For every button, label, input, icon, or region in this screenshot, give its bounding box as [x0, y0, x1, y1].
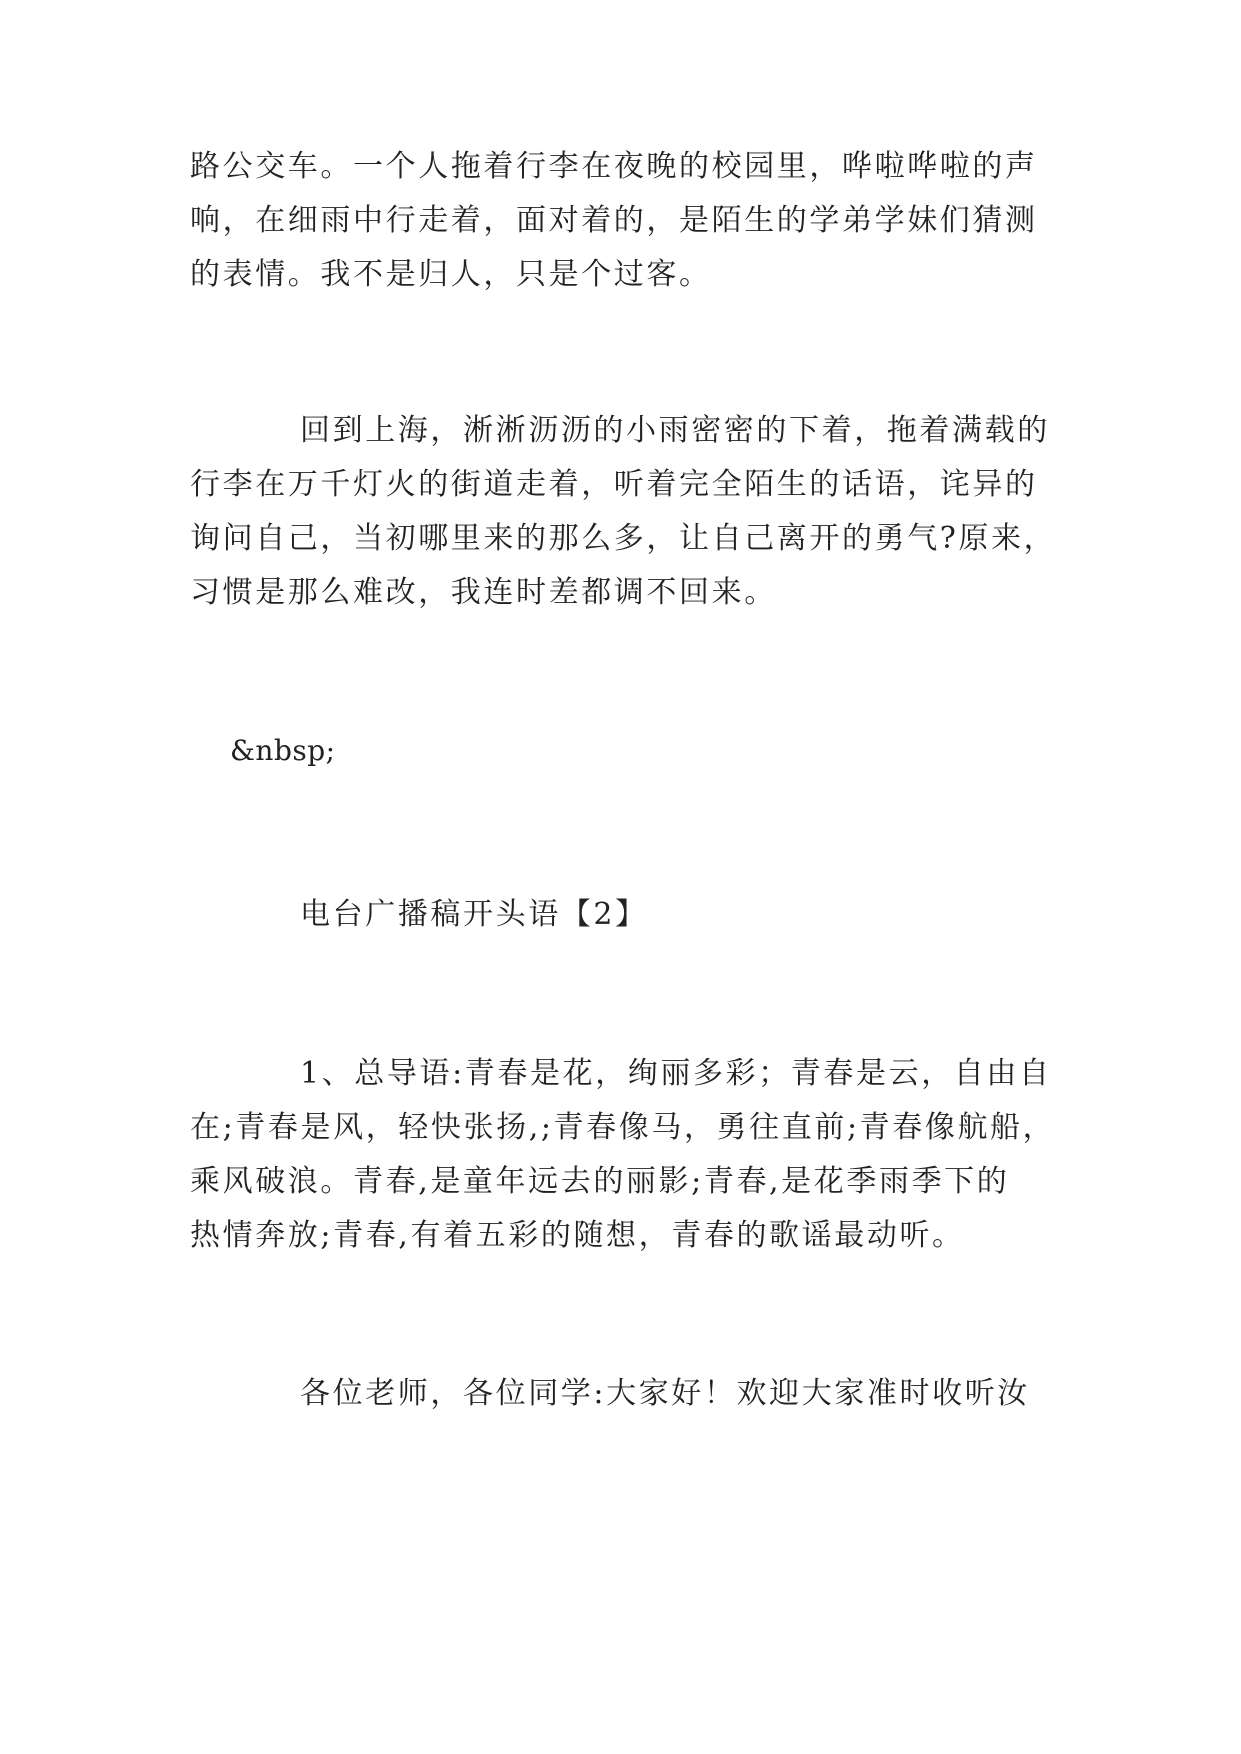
paragraph-2-line-2: 行李在万千灯火的街道走着，听着完全陌生的话语，诧异的 [190, 467, 1038, 502]
paragraph-1-line-2: 响，在细雨中行走着，面对着的，是陌生的学弟学妹们猜测 [190, 203, 1038, 238]
nbsp-text: &nbsp; [230, 734, 336, 767]
paragraph-1-line-3: 的表情。我不是归人，只是个过客。 [190, 257, 712, 292]
paragraph-5-line-3: 乘风破浪。青春,是童年远去的丽影;青春,是花季雨季下的 [190, 1164, 1010, 1199]
section-heading: 电台广播稿开头语【2】 [300, 897, 648, 932]
paragraph-2-line-3: 询问自己，当初哪里来的那么多，让自己离开的勇气?原来， [190, 521, 1057, 556]
paragraph-5-line-1: 1、总导语:青春是花，绚丽多彩；青春是云，自由自 [300, 1056, 1052, 1091]
paragraph-5-line-4: 热情奔放;青春,有着五彩的随想，青春的歌谣最动听。 [190, 1218, 965, 1253]
paragraph-6-line-1: 各位老师，各位同学:大家好！欢迎大家准时收听汝 [300, 1376, 1030, 1411]
paragraph-1-line-1: 路公交车。一个人拖着行李在夜晚的校园里，哗啦哗啦的声 [190, 149, 1038, 184]
paragraph-5-line-2: 在;青春是风，轻快张扬,;青春像马，勇往直前;青春像航船， [190, 1110, 1056, 1145]
paragraph-2-line-4: 习惯是那么难改，我连时差都调不回来。 [190, 575, 777, 610]
paragraph-2-line-1: 回到上海，淅淅沥沥的小雨密密的下着，拖着满载的 [300, 413, 1050, 448]
